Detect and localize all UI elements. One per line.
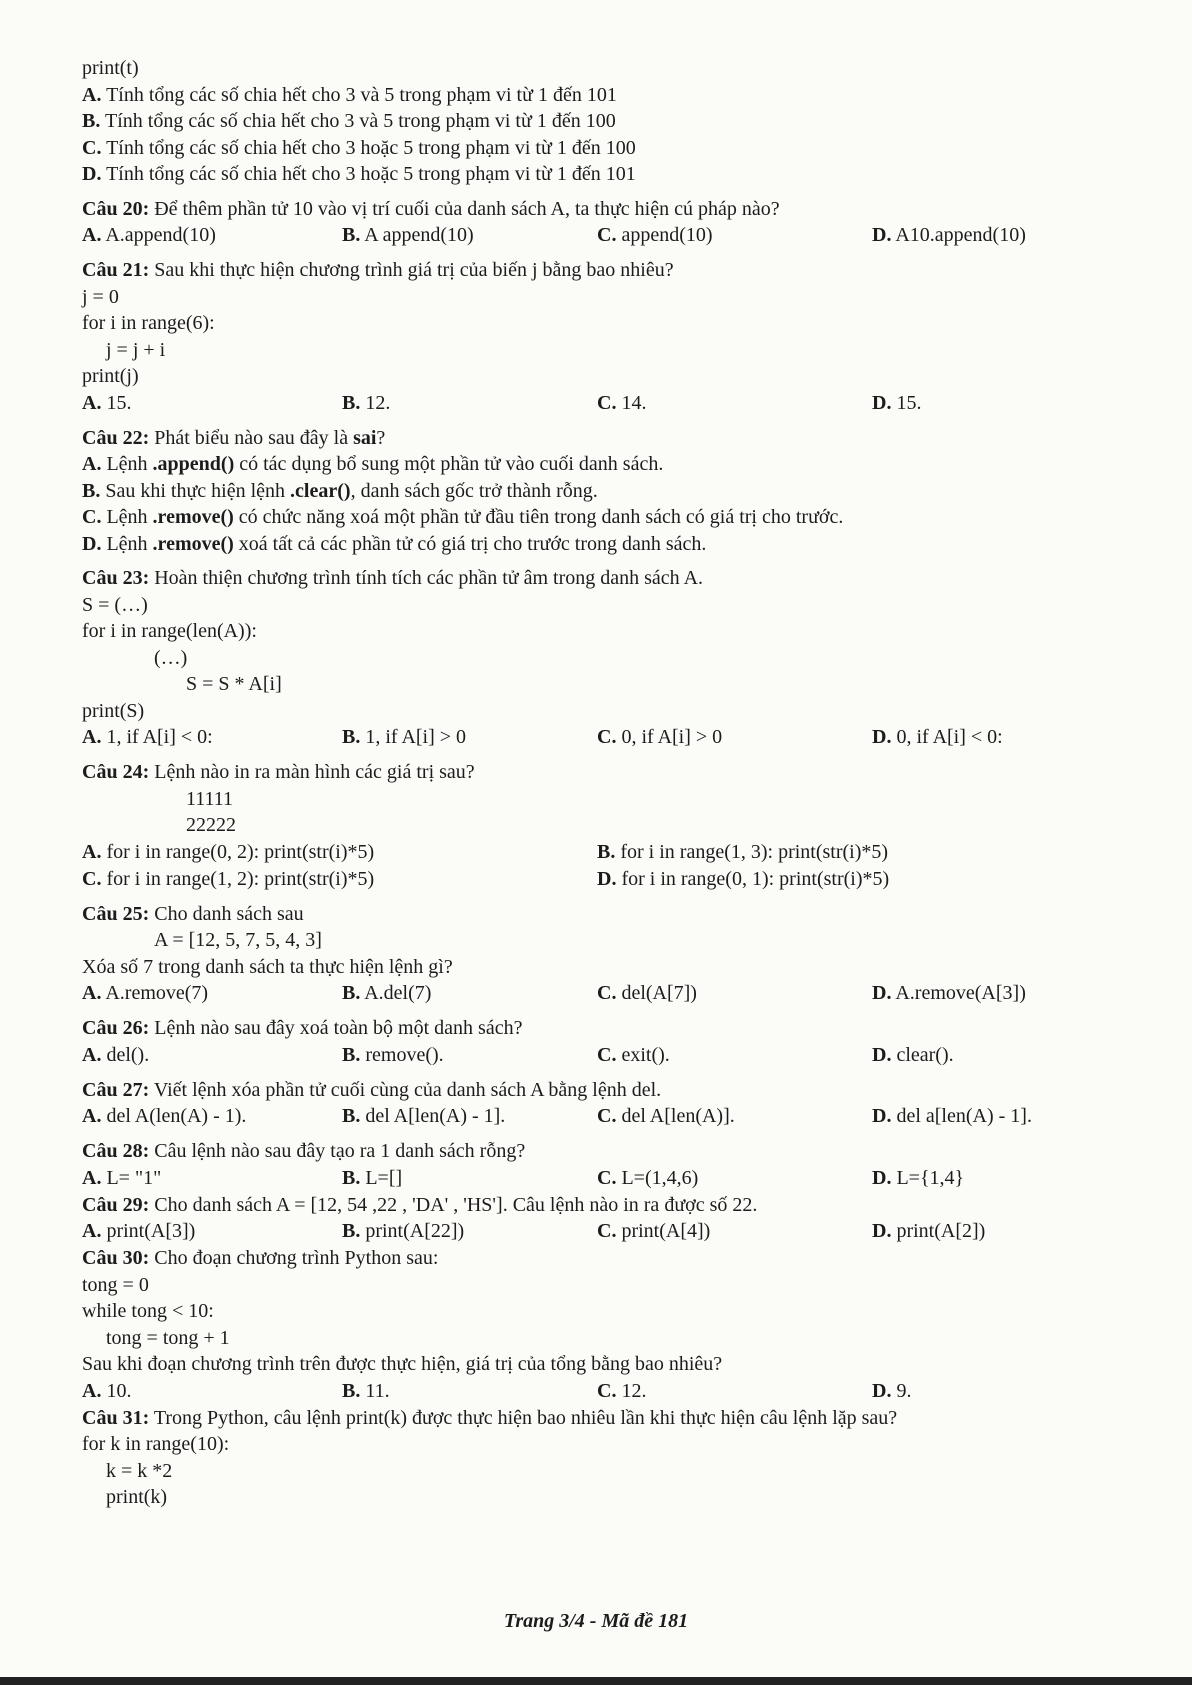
question-heading xyxy=(82,565,1122,592)
option-a[interactable] xyxy=(82,451,1122,478)
question-text: Cho danh sách sau xyxy=(149,902,304,925)
option-label: D. xyxy=(82,163,102,185)
option-text: 1, if A[i] < 0: xyxy=(101,726,213,748)
option-text: print(A[22]) xyxy=(360,1220,465,1242)
option-b[interactable] xyxy=(342,1165,402,1192)
question-28 xyxy=(82,1138,1122,1192)
option-label: D. xyxy=(872,726,892,748)
option-text: L= "1" xyxy=(101,1166,162,1189)
question-number: Câu 22: xyxy=(82,426,150,449)
question-heading xyxy=(82,759,1122,786)
option-text: Tính tổng các số chia hết cho 3 hoặc 5 trong phạm vi từ 1 đến 101 xyxy=(106,163,636,185)
option-text: A.remove(A[3]) xyxy=(891,982,1026,1004)
option-d[interactable] xyxy=(872,724,1003,751)
question-22 xyxy=(82,425,1122,558)
options-row xyxy=(82,980,1122,1007)
code-line: k = k *2 xyxy=(106,1459,173,1482)
option-label: C. xyxy=(597,1379,617,1402)
option-text: L={1,4} xyxy=(891,1166,965,1189)
question-text: Trong Python, câu lệnh print(k) được thực hiện bao nhiêu lần khi thực hiện câu lệnh lặp sau? xyxy=(149,1406,898,1429)
option-c[interactable] xyxy=(82,504,1122,531)
code-line: print(S) xyxy=(82,699,145,722)
option-b[interactable] xyxy=(342,1103,505,1130)
option-c[interactable] xyxy=(597,1165,698,1192)
code-line: S = S * A[i] xyxy=(186,673,282,695)
option-text: A.remove(7) xyxy=(101,982,209,1004)
output-line: 22222 xyxy=(186,814,236,836)
options-row xyxy=(82,222,1122,249)
code-line: tong = tong + 1 xyxy=(106,1326,230,1349)
option-text: del a[len(A) - 1]. xyxy=(891,1105,1032,1127)
command-name: .clear() xyxy=(290,479,351,502)
option-c[interactable] xyxy=(597,222,713,249)
option-text: 9. xyxy=(891,1379,912,1402)
option-c[interactable] xyxy=(82,866,374,893)
option-text: 11. xyxy=(360,1379,390,1402)
option-text: L=(1,4,6) xyxy=(616,1166,699,1189)
option-d[interactable] xyxy=(872,1218,985,1245)
question-heading xyxy=(82,425,1122,452)
question-heading xyxy=(82,196,1122,223)
option-d[interactable] xyxy=(872,222,1026,249)
question-number: Câu 28: xyxy=(82,1140,150,1162)
option-text: Lệnh xyxy=(101,532,153,555)
option-b[interactable] xyxy=(342,1378,390,1405)
option-text: có tác dụng bổ sung một phần tử vào cuối danh sách. xyxy=(234,453,664,475)
option-label: A. xyxy=(82,840,102,863)
option-label: A. xyxy=(82,1379,102,1402)
option-label: C. xyxy=(597,224,617,246)
question-heading xyxy=(82,1405,1122,1432)
option-text: clear(). xyxy=(891,1043,954,1066)
option-d[interactable] xyxy=(872,390,921,417)
option-a[interactable] xyxy=(82,1103,246,1130)
option-label: A. xyxy=(82,224,102,246)
option-a[interactable] xyxy=(82,1042,149,1069)
option-text: Lệnh xyxy=(101,506,153,528)
page-footer: Trang 3/4 - Mã đề 181 xyxy=(503,1610,689,1632)
question-text: Lệnh nào sau đây xoá toàn bộ một danh sách? xyxy=(149,1017,523,1039)
code-line: print(k) xyxy=(106,1486,168,1508)
question-number: Câu 26: xyxy=(82,1017,150,1039)
list-definition: A = [12, 5, 7, 5, 4, 3] xyxy=(154,929,322,951)
option-label: B. xyxy=(342,726,361,748)
question-emphasis: sai xyxy=(353,426,377,449)
option-label: D. xyxy=(872,1379,892,1402)
question-heading xyxy=(82,1015,1122,1042)
question-text: Hoàn thiện chương trình tính tích các phần tử âm trong danh sách A. xyxy=(149,567,704,589)
question-number: Câu 24: xyxy=(82,761,150,783)
option-d[interactable] xyxy=(597,866,889,893)
code-line: (…) xyxy=(154,646,188,669)
option-line xyxy=(82,135,1122,162)
question-number: Câu 29: xyxy=(82,1193,150,1216)
option-text: Tính tổng các số chia hết cho 3 hoặc 5 trong phạm vi từ 1 đến 100 xyxy=(106,136,636,159)
code-line: j = 0 xyxy=(82,285,119,308)
options-row xyxy=(82,1103,1122,1130)
option-text: 0, if A[i] > 0 xyxy=(616,726,723,748)
option-text: 12. xyxy=(360,391,391,414)
question-number: Câu 30: xyxy=(82,1247,150,1269)
options-row xyxy=(82,390,1122,417)
option-text: del(A[7]) xyxy=(616,982,697,1004)
question-heading xyxy=(82,257,1122,284)
option-text: del A[len(A) - 1]. xyxy=(360,1105,506,1127)
option-text: 1, if A[i] > 0 xyxy=(360,726,467,748)
option-label: C. xyxy=(597,1166,617,1189)
code-line: for i in range(len(A)): xyxy=(82,620,257,642)
option-b[interactable] xyxy=(342,222,474,249)
exam-page xyxy=(82,55,1122,1511)
question-heading xyxy=(82,1245,1122,1272)
option-label: B. xyxy=(342,1379,361,1402)
option-label: A. xyxy=(82,391,102,414)
option-line xyxy=(82,82,1122,109)
option-b[interactable] xyxy=(597,839,888,866)
option-text: 12. xyxy=(616,1379,647,1402)
option-label: C. xyxy=(82,506,102,528)
question-number: Câu 25: xyxy=(82,902,150,925)
command-name: .remove() xyxy=(152,532,234,555)
option-label: A. xyxy=(82,83,102,106)
option-d[interactable] xyxy=(82,531,1122,558)
option-label: D. xyxy=(872,1043,892,1066)
question-heading xyxy=(82,1192,1122,1219)
option-label: B. xyxy=(342,982,361,1004)
option-text: del(). xyxy=(101,1043,150,1066)
question-number: Câu 31: xyxy=(82,1406,150,1429)
question-text: Xóa số 7 trong danh sách ta thực hiện lệnh gì? xyxy=(82,955,453,978)
option-text: , danh sách gốc trở thành rỗng. xyxy=(350,479,598,502)
question-heading xyxy=(82,1138,1122,1165)
option-a[interactable] xyxy=(82,222,216,249)
question-29 xyxy=(82,1192,1122,1246)
options-row xyxy=(82,1218,1122,1245)
question-number: Câu 27: xyxy=(82,1078,150,1101)
option-text: print(A[4]) xyxy=(616,1220,711,1242)
option-text: L=[] xyxy=(360,1166,403,1189)
question-23 xyxy=(82,565,1122,751)
option-label: A. xyxy=(82,1105,102,1127)
option-label: C. xyxy=(82,867,102,890)
option-text: A append(10) xyxy=(360,224,474,246)
question-27 xyxy=(82,1077,1122,1131)
options-row xyxy=(82,1165,1122,1192)
question-21 xyxy=(82,257,1122,417)
question-number: Câu 20: xyxy=(82,197,150,220)
option-a[interactable] xyxy=(82,1378,131,1405)
option-c[interactable] xyxy=(597,390,646,417)
code-line: tong = 0 xyxy=(82,1273,149,1296)
option-label: A. xyxy=(82,1220,102,1242)
option-a[interactable] xyxy=(82,1218,195,1245)
option-c[interactable] xyxy=(597,1378,646,1405)
option-text: 14. xyxy=(616,391,647,414)
option-line xyxy=(82,161,1122,188)
option-a[interactable] xyxy=(82,724,213,751)
code-line: while tong < 10: xyxy=(82,1300,214,1322)
option-label: C. xyxy=(597,726,617,748)
option-label: A. xyxy=(82,1043,102,1066)
option-label: D. xyxy=(872,1105,892,1127)
option-label: C. xyxy=(597,982,617,1004)
option-text: 15. xyxy=(101,391,132,414)
option-b[interactable] xyxy=(342,980,431,1007)
options-row xyxy=(82,1378,1122,1405)
option-c[interactable] xyxy=(597,724,722,751)
option-d[interactable] xyxy=(872,1378,911,1405)
question-text: Phát biểu nào sau đây là xyxy=(149,426,354,449)
option-label: B. xyxy=(342,1166,361,1189)
option-text: xoá tất cả các phần tử có giá trị cho trước trong danh sách. xyxy=(233,532,707,555)
option-c[interactable] xyxy=(597,980,697,1007)
option-text: Lệnh xyxy=(101,453,153,475)
option-text: exit(). xyxy=(616,1043,670,1066)
option-label: C. xyxy=(597,1220,617,1242)
option-text: A.append(10) xyxy=(101,224,216,246)
question-25 xyxy=(82,901,1122,1008)
option-label: D. xyxy=(872,1220,892,1242)
option-label: B. xyxy=(342,391,361,414)
option-label: D. xyxy=(82,532,102,555)
option-a[interactable] xyxy=(82,1165,161,1192)
code-line: j = j + i xyxy=(106,338,166,361)
code-line: print(j) xyxy=(82,365,139,387)
option-c[interactable] xyxy=(597,1103,735,1130)
option-text: 10. xyxy=(101,1379,132,1402)
question-20 xyxy=(82,196,1122,250)
option-label: D. xyxy=(872,982,892,1004)
question-text: Viết lệnh xóa phần tử cuối cùng của danh sách A bằng lệnh del. xyxy=(149,1078,662,1101)
option-text: for i in range(1, 2): print(str(i)*5) xyxy=(101,867,375,890)
option-label: B. xyxy=(342,1220,361,1242)
option-d[interactable] xyxy=(872,980,1026,1007)
question-heading xyxy=(82,901,1122,928)
question-30 xyxy=(82,1245,1122,1405)
option-label: B. xyxy=(82,110,101,132)
question-text: Sau khi đoạn chương trình trên được thực hiện, giá trị của tổng bằng bao nhiêu? xyxy=(82,1353,723,1375)
option-text: del A[len(A)]. xyxy=(616,1105,735,1127)
option-label: D. xyxy=(872,224,892,246)
scan-edge xyxy=(0,1677,1192,1685)
option-text: for i in range(0, 1): print(str(i)*5) xyxy=(616,867,890,890)
option-label: A. xyxy=(82,982,102,1004)
option-b[interactable] xyxy=(342,1218,464,1245)
option-d[interactable] xyxy=(872,1165,964,1192)
options-row xyxy=(82,866,1122,893)
question-text-end: ? xyxy=(376,426,386,449)
option-a[interactable] xyxy=(82,980,208,1007)
question-heading xyxy=(82,1077,1122,1104)
option-c[interactable] xyxy=(597,1218,710,1245)
command-name: .remove() xyxy=(152,506,234,528)
option-text: có chức năng xoá một phần tử đầu tiên trong danh sách có giá trị cho trước. xyxy=(233,506,844,528)
question-text: Cho danh sách A = [12, 54 ,22 , 'DA' , 'HS']. Câu lệnh nào in ra được số 22. xyxy=(149,1193,758,1216)
option-text: Tính tổng các số chia hết cho 3 và 5 trong phạm vi từ 1 đến 100 xyxy=(104,110,616,132)
option-label: A. xyxy=(82,726,102,748)
option-a[interactable] xyxy=(82,839,374,866)
options-row xyxy=(82,839,1122,866)
question-text: Lệnh nào in ra màn hình các giá trị sau? xyxy=(149,761,475,783)
option-text: del A(len(A) - 1). xyxy=(101,1105,247,1127)
question-text: Để thêm phần tử 10 vào vị trí cuối của danh sách A, ta thực hiện cú pháp nào? xyxy=(149,197,780,220)
option-label: B. xyxy=(342,224,361,246)
question-text: Sau khi thực hiện chương trình giá trị của biến j bằng bao nhiêu? xyxy=(149,259,674,281)
option-label: C. xyxy=(597,391,617,414)
question-number: Câu 23: xyxy=(82,567,150,589)
option-text: A10.append(10) xyxy=(891,224,1026,246)
option-text: for i in range(0, 2): print(str(i)*5) xyxy=(101,840,375,863)
option-text: for i in range(1, 3): print(str(i)*5) xyxy=(615,840,889,863)
option-label: B. xyxy=(82,479,101,502)
option-label: D. xyxy=(597,867,617,890)
option-label: B. xyxy=(597,840,616,863)
option-label: A. xyxy=(82,453,102,475)
question-number: Câu 21: xyxy=(82,259,150,281)
option-a[interactable] xyxy=(82,390,131,417)
option-text: Tính tổng các số chia hết cho 3 và 5 trong phạm vi từ 1 đến 101 xyxy=(106,83,617,106)
options-row xyxy=(82,724,1122,751)
option-c[interactable] xyxy=(597,1042,670,1069)
option-text: 0, if A[i] < 0: xyxy=(891,726,1003,748)
option-b[interactable] xyxy=(342,724,466,751)
option-b[interactable] xyxy=(342,1042,444,1069)
option-text: A.del(7) xyxy=(360,982,432,1004)
option-b[interactable] xyxy=(82,478,1122,505)
option-label: B. xyxy=(342,1105,361,1127)
option-label: A. xyxy=(82,1166,102,1189)
code-line: print(t) xyxy=(82,57,139,79)
code-line: S = (…) xyxy=(82,593,148,616)
option-label: C. xyxy=(597,1105,617,1127)
question-text: Cho đoạn chương trình Python sau: xyxy=(149,1247,439,1269)
command-name: .append() xyxy=(152,453,235,475)
code-line: for i in range(6): xyxy=(82,312,215,334)
question-31 xyxy=(82,1405,1122,1511)
option-text: remove(). xyxy=(360,1043,444,1066)
option-text: print(A[3]) xyxy=(101,1220,196,1242)
option-d[interactable] xyxy=(872,1042,954,1069)
question-text: Câu lệnh nào sau đây tạo ra 1 danh sách rỗng? xyxy=(149,1140,526,1162)
option-label: C. xyxy=(597,1043,617,1066)
question-24 xyxy=(82,759,1122,893)
option-text: print(A[2]) xyxy=(891,1220,986,1242)
option-d[interactable] xyxy=(872,1103,1032,1130)
option-label: D. xyxy=(872,1166,892,1189)
option-label: B. xyxy=(342,1043,361,1066)
output-line: 11111 xyxy=(186,787,234,810)
question-26 xyxy=(82,1015,1122,1069)
code-line: for k in range(10): xyxy=(82,1433,230,1455)
option-text: Sau khi thực hiện lệnh xyxy=(100,479,291,502)
option-label: C. xyxy=(82,136,102,159)
option-text: 15. xyxy=(891,391,922,414)
option-b[interactable] xyxy=(342,390,390,417)
option-text: append(10) xyxy=(616,224,713,246)
option-line xyxy=(82,108,1122,135)
option-label: D. xyxy=(872,391,892,414)
options-row xyxy=(82,1042,1122,1069)
